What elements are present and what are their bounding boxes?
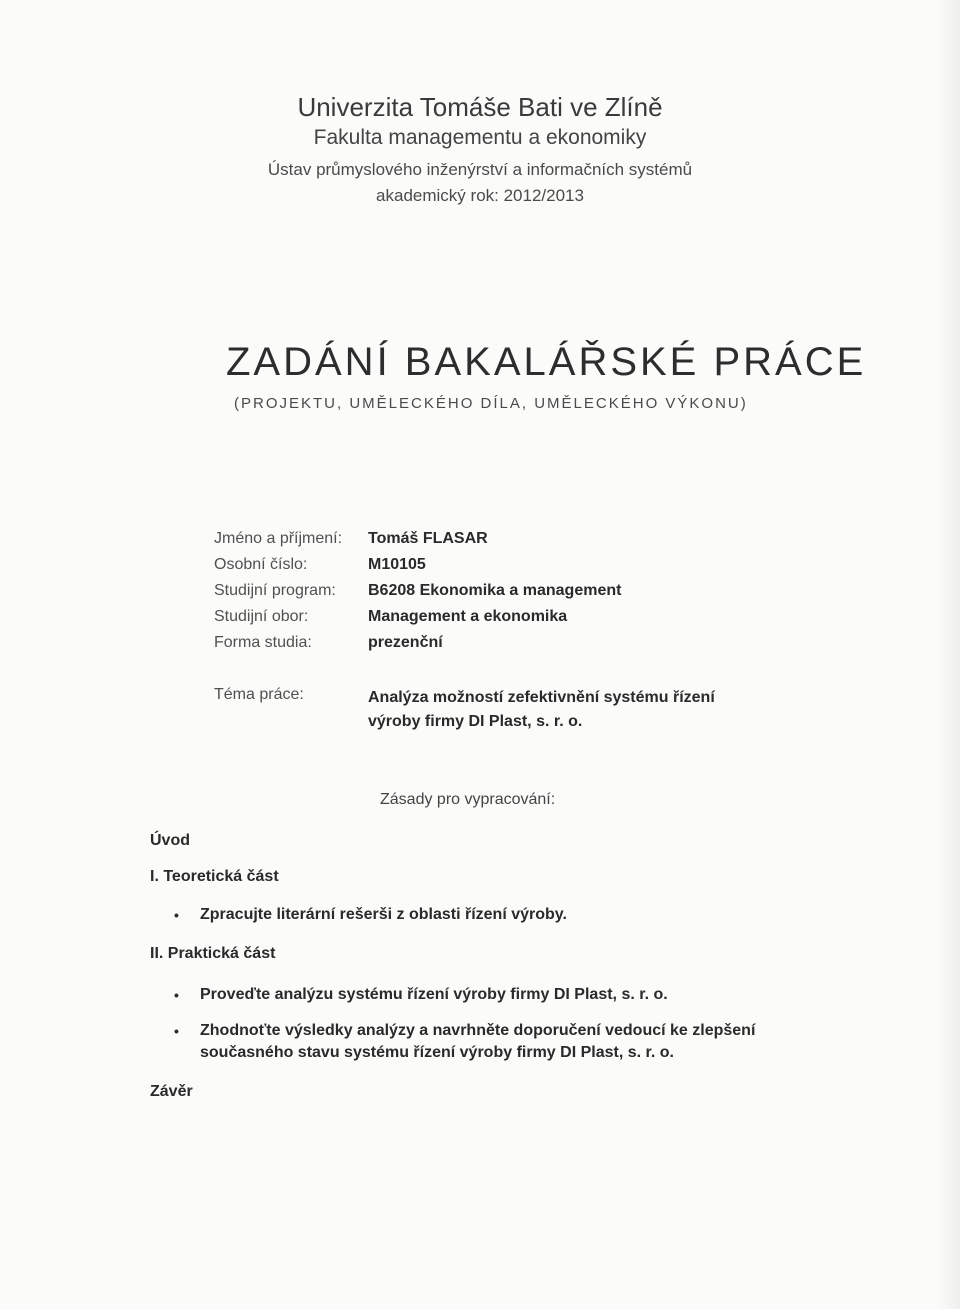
document-title: ZADÁNÍ BAKALÁŘSKÉ PRÁCE: [226, 340, 867, 384]
info-value: Tomáš FLASAR: [368, 530, 488, 547]
academic-year: akademický rok: 2012/2013: [376, 186, 584, 205]
info-value: B6208 Ekonomika a management: [368, 582, 622, 599]
university-name: Univerzita Tomáše Bati ve Zlíně: [297, 92, 663, 122]
info-value: Management a ekonomika: [368, 608, 568, 625]
topic-value: Analýza možností zefektivnění systému řízení výroby firmy DI Plast, s. r. o.: [368, 689, 715, 730]
department-name: Ústav průmyslového inženýrství a informačních systémů: [267, 160, 693, 179]
info-label: Studijní program:: [214, 582, 336, 599]
section-theory: I. Teoretická část: [150, 868, 279, 885]
info-label: Osobní číslo:: [214, 556, 308, 573]
faculty-name: Fakulta managementu a ekonomiky: [313, 126, 647, 149]
bullet-icon: •: [174, 987, 179, 1003]
info-value: prezenční: [368, 634, 443, 651]
document-subtitle: (PROJEKTU, UMĚLECKÉHO DÍLA, UMĚLECKÉHO VÝKONU): [234, 395, 748, 412]
info-row-id: [214, 552, 621, 578]
topic-label: Téma práce:: [214, 686, 304, 703]
info-row-form: [214, 630, 621, 656]
practice-bullet-item: [174, 1020, 790, 1064]
principles-heading-text: Zásady pro vypracování:: [380, 791, 556, 808]
section-intro: Úvod: [150, 832, 190, 849]
info-row-name: [214, 526, 621, 552]
bullet-text: Zpracujte literární rešerši z oblasti řízení výroby.: [200, 906, 567, 923]
info-row-field: [214, 604, 621, 630]
info-label: Studijní obor:: [214, 608, 309, 625]
bullet-text: Zhodnoťte výsledky analýzy a navrhněte doporučení vedoucí ke zlepšení současného stavu systému řízení výroby firmy DI Plast, s. r. o.: [200, 1022, 756, 1061]
thesis-topic: [214, 686, 758, 734]
section-practice: II. Praktická část: [150, 945, 276, 962]
bullet-text: Proveďte analýzu systému řízení výroby firmy DI Plast, s. r. o.: [200, 986, 668, 1003]
section-conclusion: Závěr: [150, 1083, 193, 1100]
info-label: Forma studia:: [214, 634, 312, 651]
info-label: Jméno a příjmení:: [214, 530, 343, 547]
info-row-program: [214, 578, 621, 604]
student-info: [214, 526, 621, 656]
theory-bullet-item: [174, 904, 790, 926]
bullet-icon: •: [174, 1023, 179, 1039]
info-value: M10105: [368, 556, 426, 573]
practice-bullet-item: [174, 984, 790, 1006]
bullet-icon: •: [174, 907, 179, 923]
